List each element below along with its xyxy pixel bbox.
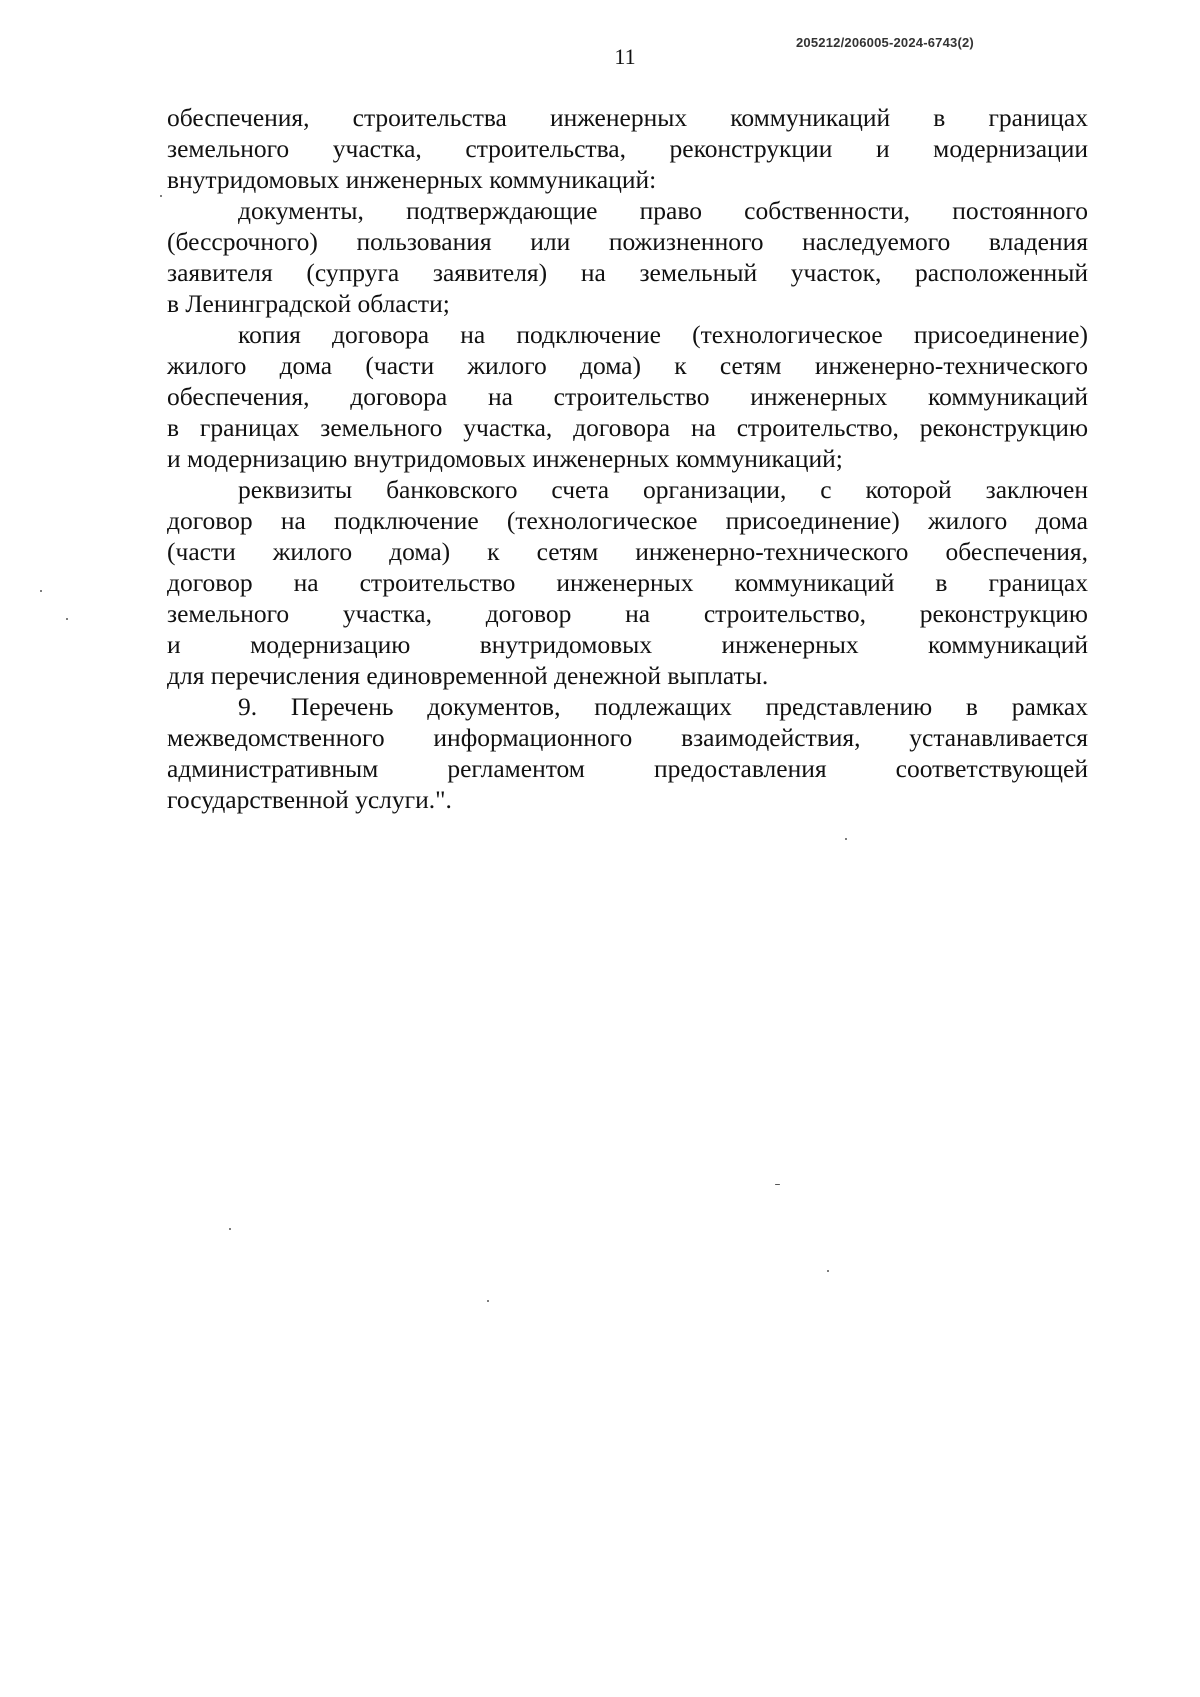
text-line: для перечисления единовременной денежной выплаты. [167, 661, 769, 690]
text-line: административным регламентом предоставления соответствующей [167, 754, 1088, 783]
page-number: 11 [614, 44, 636, 69]
scan-speck [775, 1184, 780, 1185]
text-line: внутридомовых инженерных коммуникаций: [167, 165, 657, 194]
text-line: (части жилого дома) к сетям инженерно-технического обеспечения, [167, 537, 1088, 566]
text-line: договор на подключение (технологическое присоединение) жилого дома [167, 506, 1088, 535]
text-line: в Ленинградской области; [167, 289, 450, 318]
text-line: земельного участка, строительства, реконструкции и модернизации [167, 134, 1088, 163]
text-line: 9. Перечень документов, подлежащих представлению в рамках [238, 692, 1088, 721]
text-line: документы, подтверждающие право собственности, постоянного [238, 196, 1088, 225]
text-line: земельного участка, договор на строительство, реконструкцию [167, 599, 1088, 628]
document-body [167, 102, 1088, 815]
document-id: 205212/206005-2024-6743(2) [796, 35, 974, 50]
scan-speck [487, 1300, 489, 1302]
scan-speck [40, 590, 42, 592]
text-line: государственной услуги.". [167, 785, 452, 814]
text-line: обеспечения, договора на строительство инженерных коммуникаций [167, 382, 1088, 411]
text-line: межведомственного информационного взаимодействия, устанавливается [167, 723, 1088, 752]
text-line: и модернизацию внутридомовых инженерных коммуникаций [167, 630, 1088, 659]
text-line: заявителя (супруга заявителя) на земельный участок, расположенный [167, 258, 1088, 287]
text-line: договор на строительство инженерных коммуникаций в границах [167, 568, 1088, 597]
scan-speck [229, 1228, 231, 1230]
text-line: реквизиты банковского счета организации, с которой заключен [238, 475, 1088, 504]
text-line: копия договора на подключение (технологическое присоединение) [238, 320, 1088, 349]
text-line: в границах земельного участка, договора на строительство, реконструкцию [167, 413, 1088, 442]
scan-speck [160, 195, 162, 197]
text-line: обеспечения, строительства инженерных коммуникаций в границах [167, 103, 1088, 132]
text-line: и модернизацию внутридомовых инженерных коммуникаций; [167, 444, 843, 473]
scan-speck [827, 1270, 829, 1272]
scan-speck [845, 838, 847, 840]
text-line: (бессрочного) пользования или пожизненного наследуемого владения [167, 227, 1088, 256]
scan-speck [66, 618, 68, 620]
text-line: жилого дома (части жилого дома) к сетям инженерно-технического [167, 351, 1088, 380]
